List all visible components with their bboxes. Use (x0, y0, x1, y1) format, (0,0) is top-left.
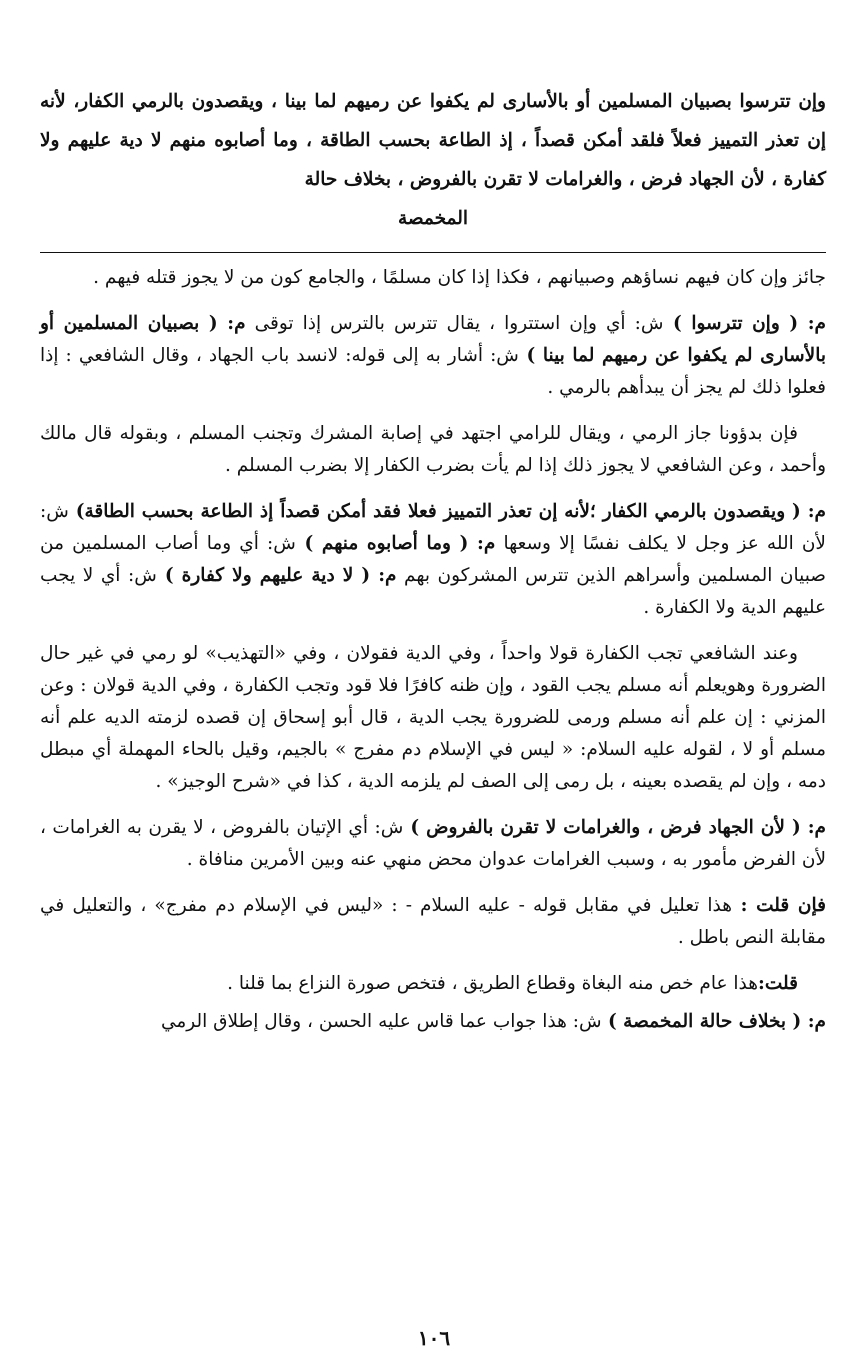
commentary-segment: ش: أي الإتيان بالفروض ، لا يقرن به الغرامات ، لأن الفرض مأمور به ، وسبب الغرامات عدوان محض منهي عنه وبين الأمرين منافاة . (40, 817, 826, 870)
commentary-segment: فإن بدؤونا جاز الرمي ، ويقال للرامي اجتهد في إصابة المشرك وتجنب المسلم ، وبقوله قال مالك وأحمد ، وعن الشافعي لا يجوز ذلك إذا لم يأت بضرب الكفار إلا بضرب المسلم . (40, 423, 826, 476)
matn-last-line: المخمصة (397, 208, 469, 229)
matn-text (40, 82, 826, 238)
commentary-paragraph (40, 968, 826, 1000)
commentary-segment: هذا عام خص منه البغاة وقطاع الطريق ، فتخص صورة النزاع بما قلنا . (227, 973, 759, 994)
commentary-paragraph (40, 1006, 826, 1038)
quoted-matn-segment: م: ( ويقصدون بالرمي الكفار ؛لأنه إن تعذر التمييز فعلا فقد أمكن قصداً إذ الطاعة بحسب الطاقة) (68, 501, 826, 522)
quoted-matn-segment: فإن قلت : (732, 895, 826, 916)
commentary-segment: وعند الشافعي تجب الكفارة قولا واحداً ، وفي الدية فقولان ، وفي «التهذيب» لو رمي في غير حال الضرورة وهويعلم أنه مسلم يجب القود ، وإن ظنه كافرًا فلا قود وتجب الكفارة ، وفي الدية قولان : وعن المزني : إن علم أنه مسلم ورمى للضرورة يجب الدية ، قال أبو إسحاق إن قصده لزمته الديه علم أنه مسلم أو لا ، لقوله عليه السلام: « ليس في الإسلام دم مفرج » بالجيم، وقيل بالحاء المهملة أي مبطل دمه ، وإن لم يقصده بعينه ، بل رمى إلى الصف لم يلزمه الدية ، كذا في «شرح الوجيز» . (40, 643, 826, 792)
commentary-segment: ش: أشار به إلى قوله: لانسد باب الجهاد ، وقال الشافعي : إذا فعلوا ذلك لم يجز أن يبدأهم بالرمي . (40, 345, 826, 398)
separator-line (40, 252, 826, 253)
quoted-matn-segment: م: ( لا دية عليهم ولا كفارة ) (156, 565, 397, 586)
commentary-paragraph (40, 890, 826, 954)
commentary-segment: ش: لأن الله عز وجل لا يكلف نفسًا إلا وسعها (40, 501, 826, 554)
commentary-segment: ش: أي وما أصاب المسلمين من صبيان المسلمين وأسراهم الذين تترس المشركون بهم (40, 533, 826, 586)
quoted-matn-segment: م: ( وما أصابوه منهم ) (295, 533, 496, 554)
quoted-matn-segment: م: ( بخلاف حالة المخمصة ) (601, 1011, 826, 1032)
commentary-segment: ش: هذا جواب عما قاس عليه الحسن ، وقال إطلاق الرمي (160, 1011, 602, 1032)
commentary-segment: ش: أي لا يجب عليهم الدية ولا الكفارة . (40, 565, 826, 618)
commentary-paragraph (40, 418, 826, 482)
commentary-text (40, 262, 826, 1052)
commentary-paragraph (40, 812, 826, 876)
page-number: ١٠٦ (417, 1326, 451, 1350)
matn-paragraph: وإن تترسوا بصبيان المسلمين أو بالأسارى لم يكفوا عن رميهم لما بينا ، ويقصدون بالرمي الكفار، لأنه إن تعذر التمييز فعلاً فلقد أمكن قصداً ، إذ الطاعة بحسب الطاقة ، وما أصابوه منهم لا دية عليهم ولا كفارة ، لأن الجهاد فرض ، والغرامات لا تقرن بالفروض ، بخلاف حالة (40, 91, 826, 190)
commentary-paragraph (40, 262, 826, 294)
commentary-paragraph (40, 638, 826, 798)
quoted-matn-segment: م: ( وإن تترسوا ) (663, 313, 826, 334)
commentary-segment: ش: أي وإن استتروا ، يقال تترس بالترس إذا توقى (245, 313, 664, 334)
commentary-paragraph (40, 496, 826, 624)
commentary-segment: جائز وإن كان فيهم نساؤهم وصبيانهم ، فكذا إذا كان مسلمًا ، والجامع كون من لا يجوز قتله فيهم . (93, 267, 826, 288)
quoted-matn-segment: م: ( لأن الجهاد فرض ، والغرامات لا تقرن بالفروض ) (403, 817, 826, 838)
quoted-matn-segment: م: ( بصبيان المسلمين أو بالأسارى لم يكفوا عن رميهم لما بينا ) (40, 313, 827, 366)
commentary-segment: هذا تعليل في مقابل قوله - عليه السلام - : «ليس في الإسلام دم مفرج» ، والتعليل في مقابلة النص باطل . (40, 895, 826, 948)
commentary-paragraph (40, 308, 826, 404)
quoted-matn-segment: قلت: (758, 973, 798, 994)
